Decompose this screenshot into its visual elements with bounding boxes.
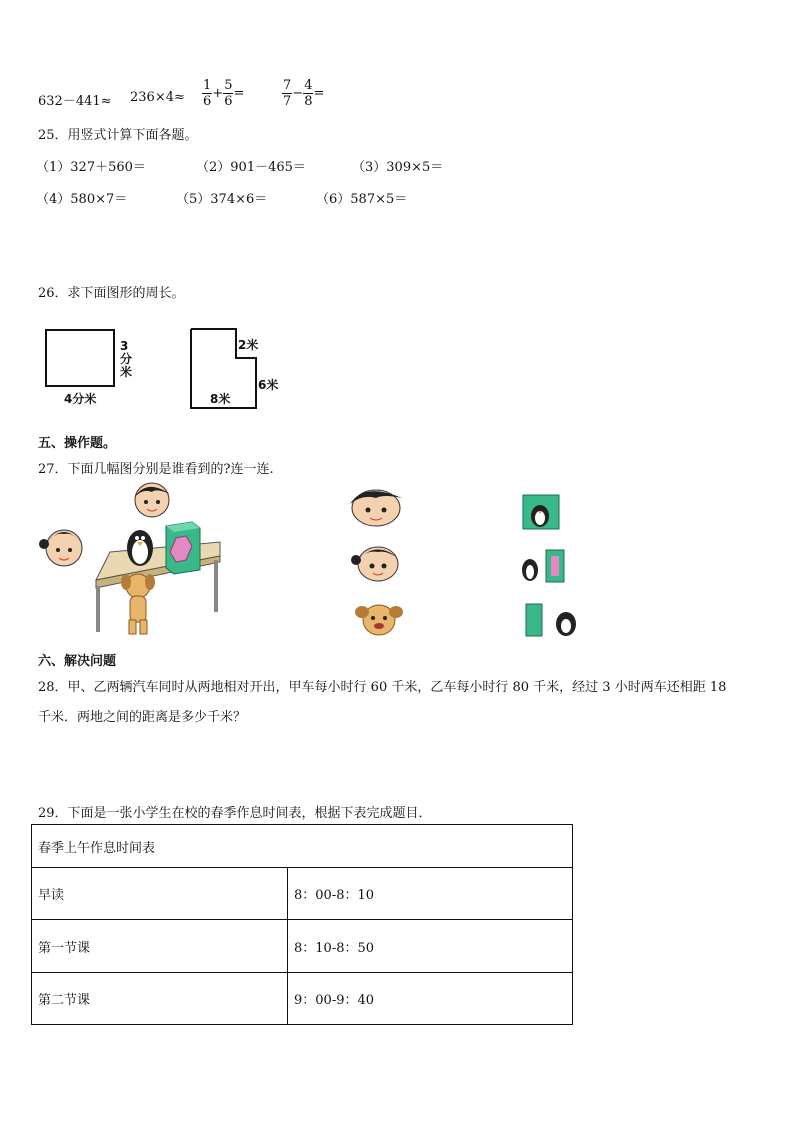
row-time: 8：00-8：10: [288, 868, 573, 920]
view-box-beside-penguin-icon: [524, 602, 582, 638]
penguin-icon: [127, 530, 153, 566]
q25-item-2: （2）901－465＝: [196, 160, 306, 175]
fraction-expression-1: $\frac{1}{6}$ + $\frac{5}{6}$ =: [203, 78, 245, 109]
row-label: 第二节课: [32, 973, 288, 1025]
row-time: 8：10-8：50: [288, 920, 573, 973]
green-box-icon: [166, 522, 200, 574]
rect-side-label: 3分米: [120, 339, 133, 379]
view-penguin-front-box-icon: [522, 494, 562, 532]
q26-title: 26．求下面图形的周长。: [38, 286, 185, 301]
dog-face-icon: [354, 598, 404, 640]
boy-face-icon: [134, 483, 170, 517]
section-6-heading: 六、解决问题: [38, 654, 117, 669]
q25-item-6: （6）587×5＝: [316, 192, 408, 207]
table-title: 春季上午作息时间表: [32, 825, 573, 868]
shape-right-label: 6米: [258, 378, 279, 392]
girl-face-icon: [348, 540, 404, 584]
view-penguin-beside-box-icon: [520, 548, 570, 584]
table-row: [32, 868, 573, 920]
rect-bottom-label: 4分米: [64, 392, 97, 406]
q27-title: 27．下面几幅图分别是谁看到的?连一连.: [38, 462, 274, 477]
schedule-table: [31, 824, 573, 1025]
q29-title: 29．下面是一张小学生在校的春季作息时间表，根据下表完成题目．: [38, 806, 432, 821]
dog-icon: [121, 574, 155, 634]
q28-line-2: 千米．两地之间的距离是多少千米？: [38, 710, 247, 725]
scene-illustration: [36, 482, 236, 642]
shape-top-label: 2米: [238, 338, 259, 352]
notched-shape-figure: [186, 322, 286, 414]
q25-item-4: （4）580×7＝: [36, 192, 128, 207]
girl-face-icon: [39, 530, 82, 566]
table-row: [32, 920, 573, 973]
q25-item-5: （5）374×6＝: [176, 192, 268, 207]
q25-title: 25．用竖式计算下面各题。: [38, 128, 198, 143]
fraction-expression-2: $\frac{7}{7}$ − $\frac{4}{8}$ =: [283, 78, 325, 109]
estimate-1: 632－441≈: [38, 94, 112, 109]
table-row: [32, 973, 573, 1025]
shape-bottom-label: 8米: [210, 392, 231, 406]
boy-face-icon: [344, 484, 408, 528]
q28-line-1: 28．甲、乙两辆汽车同时从两地相对开出，甲车每小时行 60 千米，乙车每小时行 80 千米，经过 3 小时两车还相距 18: [38, 680, 727, 695]
section-5-heading: 五、操作题。: [38, 436, 117, 451]
q25-item-1: （1）327＋560＝: [36, 160, 146, 175]
q25-item-3: （3）309×5＝: [352, 160, 444, 175]
row-time: 9：00-9：40: [288, 973, 573, 1025]
estimate-2: 236×4≈: [130, 90, 185, 105]
row-label: 第一节课: [32, 920, 288, 973]
row-label: 早读: [32, 868, 288, 920]
